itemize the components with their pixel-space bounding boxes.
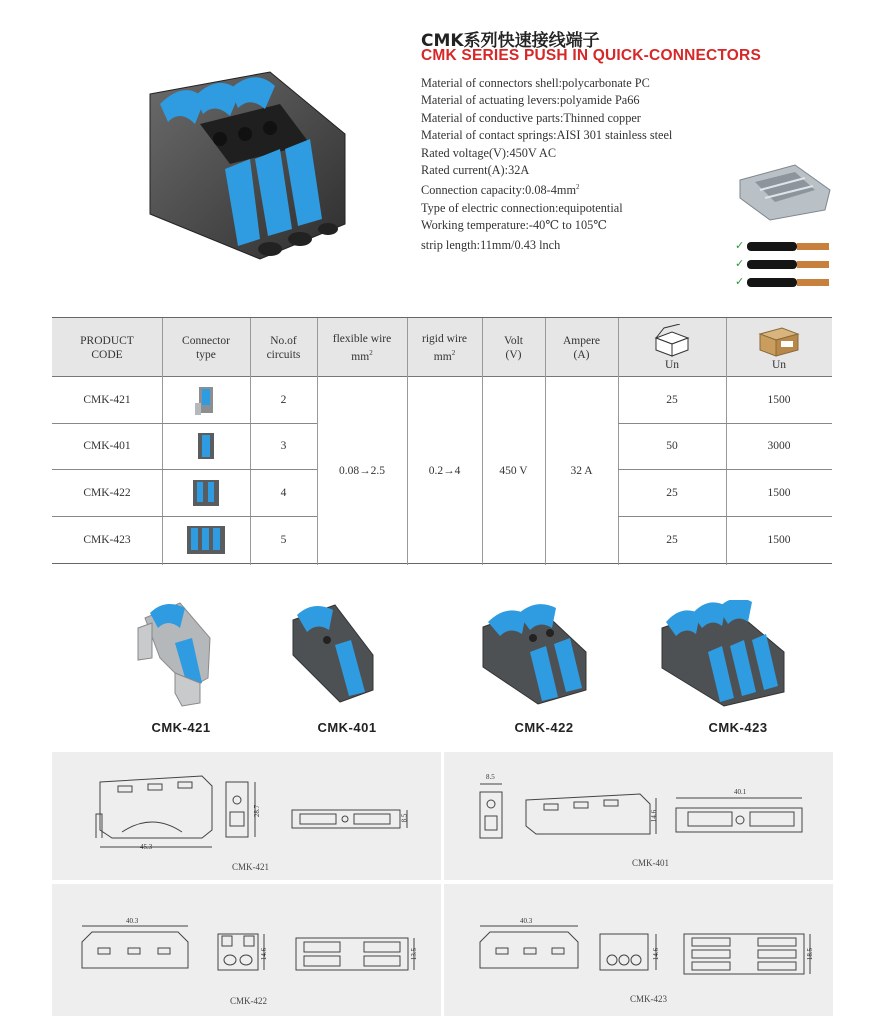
drawing-label-423: CMK-423 (630, 994, 668, 1004)
table-row-circuits: 3 (280, 440, 287, 452)
th-connector-type: Connector type (182, 334, 230, 361)
row-thumb-422 (162, 469, 250, 516)
drawing-panel-421 (52, 752, 441, 880)
hero-connector-image (140, 64, 350, 264)
product-table (52, 317, 832, 564)
product-image-422 (478, 602, 590, 707)
th-flexible-wire: flexible wire $mm^2$ (332, 332, 392, 363)
drawing-panel-422 (52, 884, 441, 1016)
dim-401-height: 14.6 (650, 809, 659, 823)
product-image-421 (130, 598, 230, 708)
row-thumb-401 (162, 423, 250, 469)
table-row-code: CMK-421 (83, 394, 131, 406)
table-row-un1: 25 (666, 486, 678, 499)
svg-text:✓: ✓ (735, 275, 745, 288)
row-thumb-421 (162, 377, 250, 423)
table-row-code: CMK-401 (83, 440, 131, 452)
svg-text:✓: ✓ (735, 239, 745, 252)
table-row-un2: 1500 (767, 534, 791, 546)
product-label: CMK-422 (514, 720, 574, 735)
dim-421-width: 45.3 (140, 843, 153, 851)
spec-shell: Material of connectors shell:polycarbonate PC (421, 76, 650, 90)
th-rigid-wire: rigid wire $mm^2$ (421, 332, 468, 363)
spec-conductive: Material of conductive parts:Thinned copper (421, 110, 641, 125)
connector-strip-image (735, 160, 835, 222)
product-image-423 (658, 600, 788, 708)
table-row-code: CMK-423 (83, 534, 131, 546)
dim-423-thickness: 18.5 (806, 947, 815, 961)
th-volt: Volt (V) (504, 334, 523, 361)
spec-temperature: Working temperature:-40℃ to 105℃ (421, 218, 607, 233)
specs-list (421, 75, 672, 254)
merged-ampere: 32 A (570, 464, 593, 477)
dim-401-length: 40.1 (734, 788, 747, 796)
small-box-icon (650, 324, 694, 358)
spec-levers: Material of actuating levers:polyamide Pa66 (421, 93, 640, 108)
spec-capacity: Connection $capacity:0.08-4mm^2$ (421, 183, 580, 198)
merged-rigid-wire: 0.2→4 (428, 464, 461, 477)
spec-voltage: Rated voltage(V):450V AC (421, 145, 557, 160)
product-label: CMK-401 (317, 720, 377, 735)
merged-volt: 450 V (499, 464, 528, 477)
drawing-panel-423 (444, 884, 833, 1016)
th-unit-small: Un (618, 318, 726, 377)
spec-springs: Material of contact springs:AISI 301 stainless steel (421, 128, 673, 143)
spec-current: Rated current(A):32A (421, 163, 530, 178)
spec-strip: strip length:11mm/0.43 lnch (421, 237, 561, 252)
product-label: CMK-421 (151, 720, 211, 735)
th-product-code: PRODUCT CODE (80, 334, 134, 361)
dim-401-width: 8.5 (486, 773, 495, 781)
product-label: CMK-423 (708, 720, 768, 735)
carton-box-icon (756, 324, 802, 358)
th-ampere: Ampere (A) (562, 334, 601, 361)
svg-text:✓: ✓ (735, 257, 745, 270)
table-row-un1: 50 (666, 440, 678, 452)
table-row-un2: 1500 (767, 394, 791, 406)
table-row-un1: 25 (666, 534, 678, 546)
merged-flexible-wire: 0.08→2.5 (339, 464, 385, 477)
dim-421-height: 28.7 (253, 804, 262, 818)
drawing-label-422: CMK-422 (230, 996, 268, 1006)
spec-connection: Type of electric connection:equipotential (421, 200, 623, 215)
table-row-un1: 25 (666, 394, 678, 406)
table-row-un2: 1500 (767, 486, 791, 499)
dim-423-height: 14.6 (652, 947, 661, 961)
dim-422-height: 14.6 (260, 947, 269, 961)
row-thumb-423 (162, 516, 250, 564)
dim-423-width: 40.3 (520, 917, 533, 925)
drawing-panel-401 (444, 752, 833, 880)
dim-422-thickness: 13.5 (410, 947, 419, 961)
dim-422-width: 40.3 (126, 917, 139, 925)
drawing-label-421: CMK-421 (232, 862, 270, 872)
title-english: CMK SERIES PUSH IN QUICK-CONNECTORS (421, 47, 761, 64)
th-circuits: No.of circuits (266, 334, 301, 361)
product-image-401 (285, 600, 380, 705)
table-row-circuits: 4 (280, 486, 287, 499)
dim-421-thickness: 8.5 (400, 813, 409, 823)
drawing-label-401: CMK-401 (632, 858, 670, 868)
table-row-circuits: 5 (280, 534, 287, 546)
table-row-circuits: 2 (280, 394, 287, 406)
table-row-code: CMK-422 (83, 486, 131, 499)
title-chinese: CMK系列快速接线端子 (421, 31, 600, 51)
stripped-wires-image (735, 235, 835, 293)
th-unit-carton: Un (726, 318, 832, 377)
table-row-un2: 3000 (767, 440, 791, 452)
